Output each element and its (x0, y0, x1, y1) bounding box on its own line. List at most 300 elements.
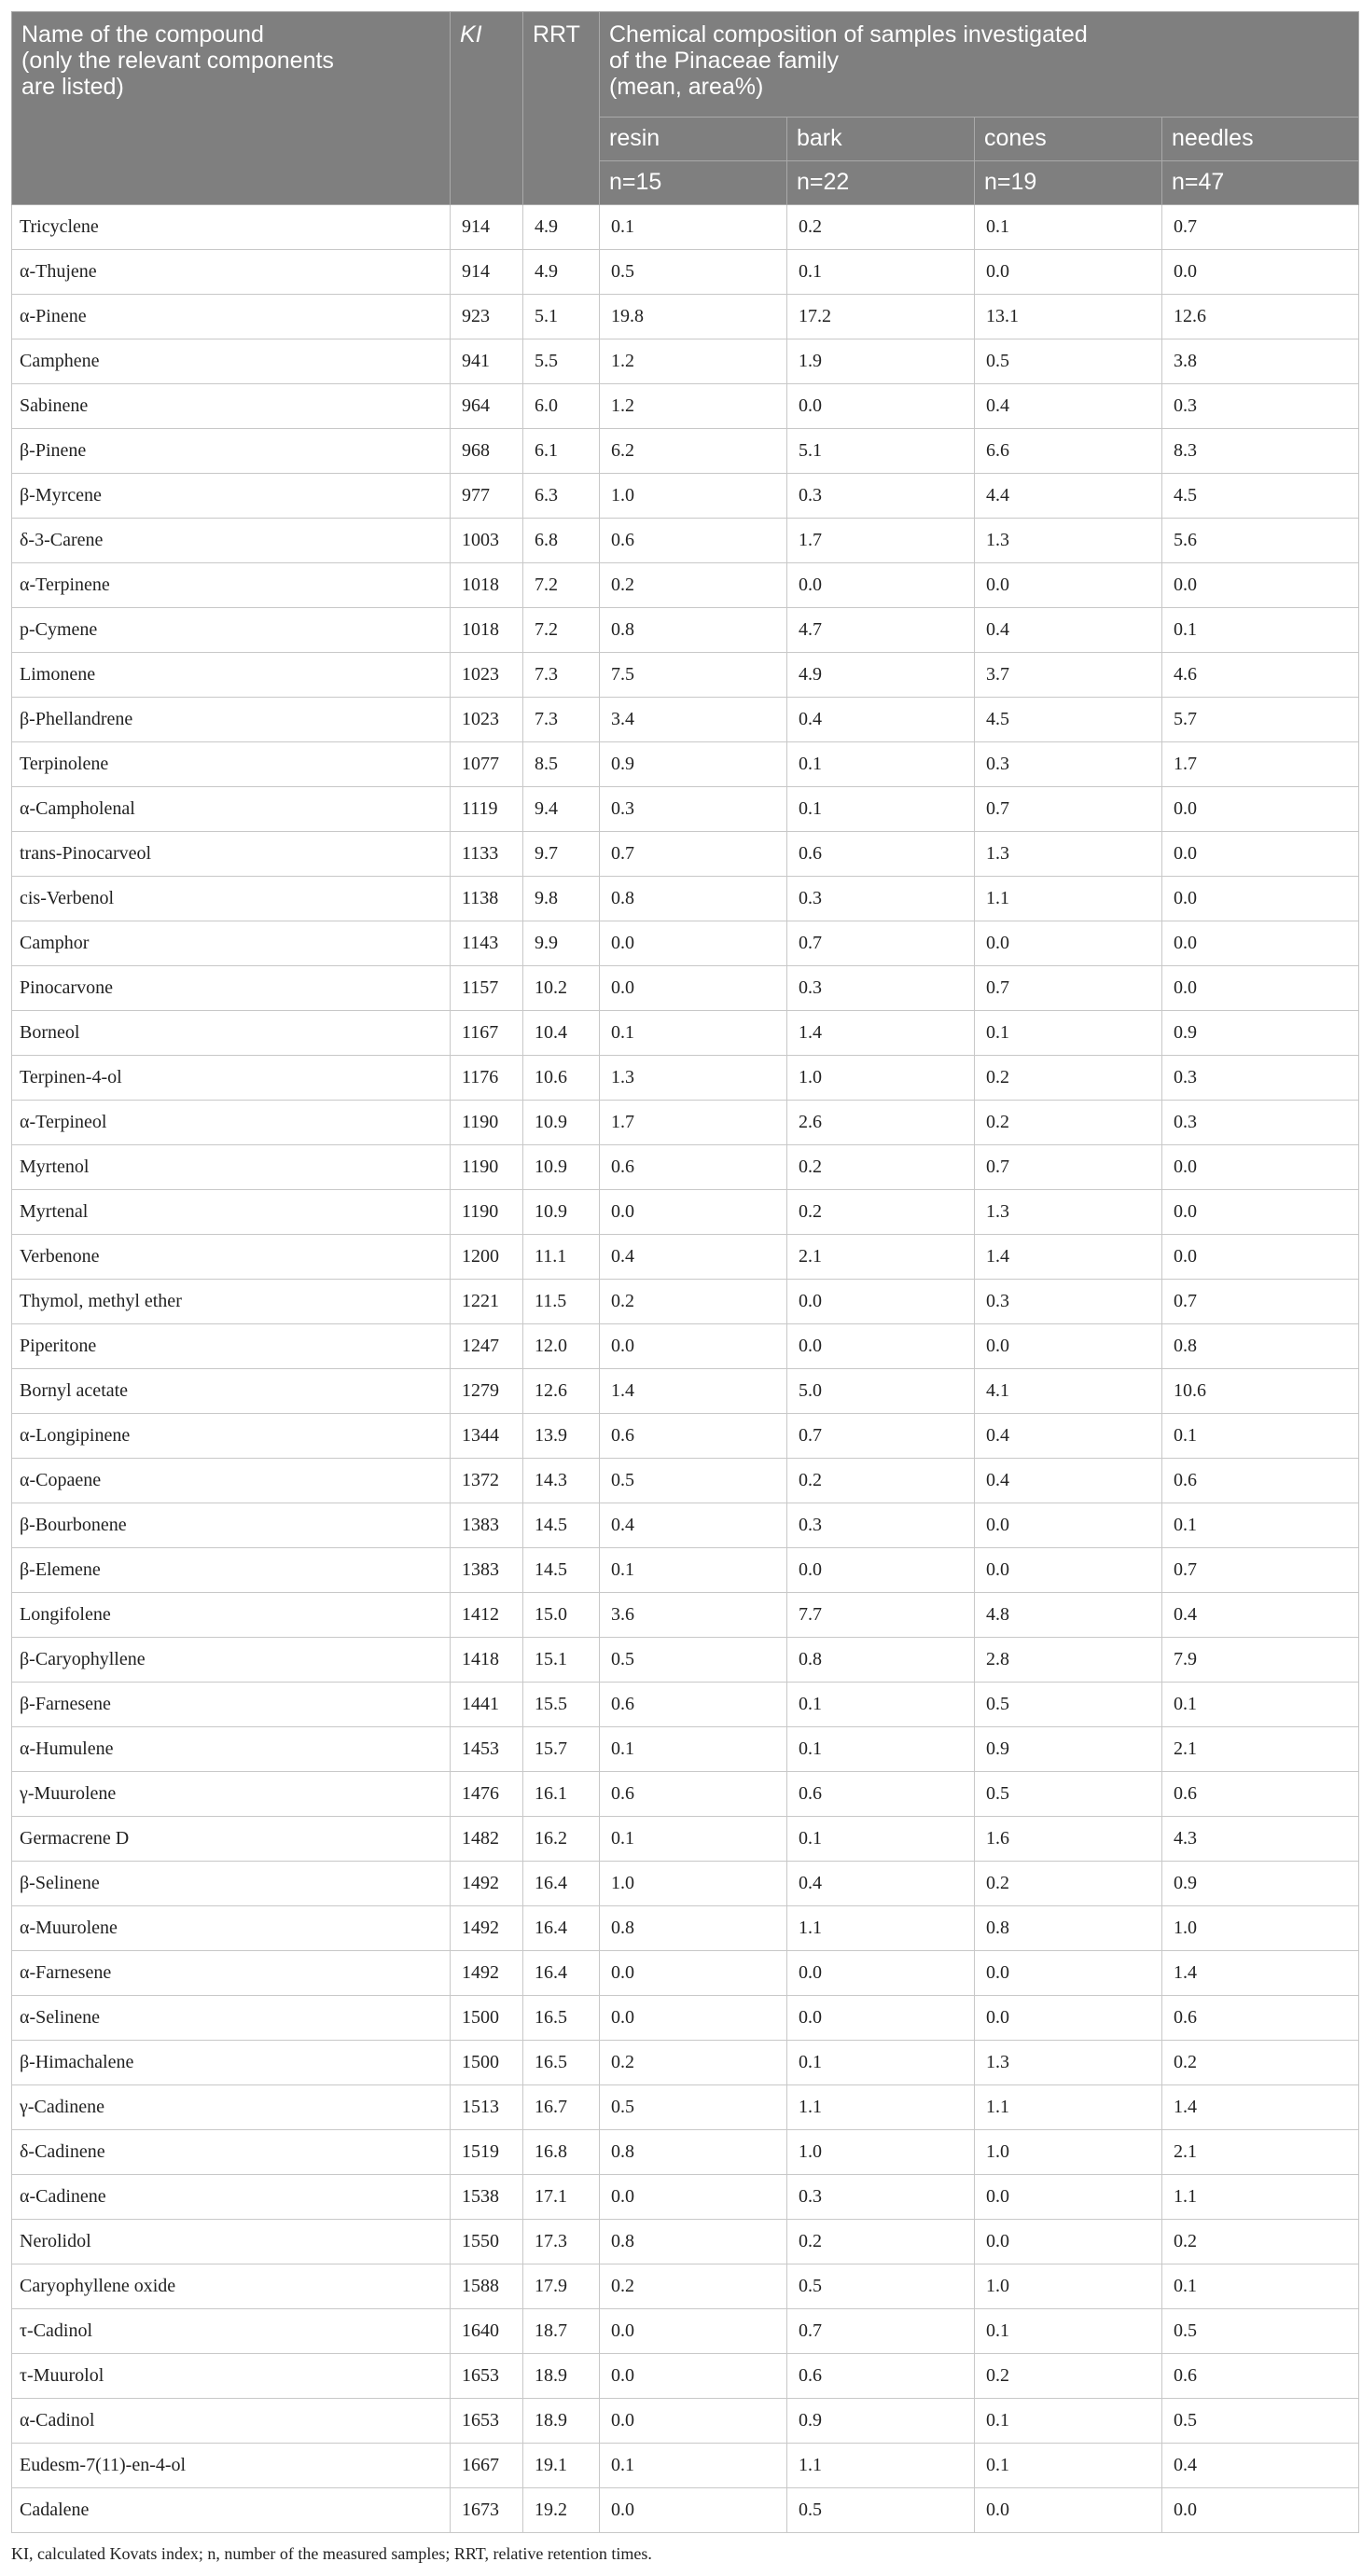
table-row (12, 2130, 1359, 2175)
ki-value: 1247 (451, 1324, 523, 1369)
ki-value: 1482 (451, 1817, 523, 1862)
resin-value: 0.0 (600, 1951, 787, 1996)
cones-value: 0.4 (975, 384, 1162, 429)
rrt-value: 19.2 (523, 2488, 600, 2533)
cones-value: 1.0 (975, 2264, 1162, 2309)
table-row (12, 563, 1359, 608)
ki-value: 1492 (451, 1862, 523, 1906)
cones-value: 0.4 (975, 608, 1162, 653)
bark-value: 0.2 (787, 205, 975, 250)
rrt-value: 10.2 (523, 966, 600, 1011)
cones-value: 13.1 (975, 295, 1162, 339)
resin-value: 0.0 (600, 2354, 787, 2399)
ki-value: 968 (451, 429, 523, 474)
cones-value: 0.9 (975, 1727, 1162, 1772)
needles-value: 0.0 (1162, 563, 1359, 608)
compound-name: Thymol, methyl ether (12, 1280, 451, 1324)
compound-name: α-Cadinene (12, 2175, 451, 2220)
needles-value: 0.6 (1162, 1772, 1359, 1817)
resin-value: 0.6 (600, 1414, 787, 1459)
compound-name: γ-Muurolene (12, 1772, 451, 1817)
needles-value: 0.3 (1162, 1056, 1359, 1101)
table-row (12, 519, 1359, 563)
needles-value: 0.1 (1162, 1683, 1359, 1727)
cones-value: 0.3 (975, 1280, 1162, 1324)
table-row (12, 339, 1359, 384)
needles-value: 0.2 (1162, 2220, 1359, 2264)
resin-value: 1.0 (600, 1862, 787, 1906)
ki-value: 1538 (451, 2175, 523, 2220)
cones-value: 0.0 (975, 250, 1162, 295)
cones-value: 0.7 (975, 1145, 1162, 1190)
rrt-value: 15.7 (523, 1727, 600, 1772)
ki-value: 1418 (451, 1638, 523, 1683)
bark-value: 4.9 (787, 653, 975, 698)
bark-value: 0.6 (787, 832, 975, 877)
table-row (12, 250, 1359, 295)
needles-value: 0.0 (1162, 250, 1359, 295)
needles-value: 4.5 (1162, 474, 1359, 519)
rrt-value: 12.6 (523, 1369, 600, 1414)
rrt-value: 8.5 (523, 742, 600, 787)
cones-value: 0.0 (975, 563, 1162, 608)
cones-value: 0.1 (975, 1011, 1162, 1056)
compound-name: δ-3-Carene (12, 519, 451, 563)
needles-value: 0.6 (1162, 1996, 1359, 2041)
compound-name: β-Caryophyllene (12, 1638, 451, 1683)
compound-name: Longifolene (12, 1593, 451, 1638)
header-composition: Chemical composition of samples investigated of the Pinaceae family (mean, area%) (600, 12, 1359, 118)
rrt-value: 10.4 (523, 1011, 600, 1056)
resin-value: 0.1 (600, 1011, 787, 1056)
rrt-value: 11.1 (523, 1235, 600, 1280)
bark-value: 2.1 (787, 1235, 975, 1280)
rrt-value: 7.2 (523, 563, 600, 608)
table-row (12, 1011, 1359, 1056)
ki-value: 977 (451, 474, 523, 519)
ki-value: 1673 (451, 2488, 523, 2533)
resin-value: 0.0 (600, 921, 787, 966)
bark-value: 0.7 (787, 1414, 975, 1459)
resin-value: 1.3 (600, 1056, 787, 1101)
needles-value: 0.0 (1162, 877, 1359, 921)
rrt-value: 18.7 (523, 2309, 600, 2354)
resin-value: 0.2 (600, 1280, 787, 1324)
resin-value: 0.0 (600, 1190, 787, 1235)
ki-value: 1372 (451, 1459, 523, 1503)
cones-value: 0.1 (975, 2309, 1162, 2354)
ki-value: 1143 (451, 921, 523, 966)
ki-value: 1119 (451, 787, 523, 832)
cones-value: 0.2 (975, 2354, 1162, 2399)
cones-value: 1.1 (975, 877, 1162, 921)
needles-value: 0.5 (1162, 2309, 1359, 2354)
compound-name: α-Longipinene (12, 1414, 451, 1459)
cones-value: 0.2 (975, 1101, 1162, 1145)
compound-name: Eudesm-7(11)-en-4-ol (12, 2444, 451, 2488)
compound-name: β-Myrcene (12, 474, 451, 519)
ki-value: 1476 (451, 1772, 523, 1817)
ki-value: 1077 (451, 742, 523, 787)
rrt-value: 14.3 (523, 1459, 600, 1503)
header-sample-needles: needles (1162, 118, 1359, 161)
bark-value: 2.6 (787, 1101, 975, 1145)
bark-value: 0.1 (787, 1727, 975, 1772)
resin-value: 0.3 (600, 787, 787, 832)
table-row (12, 1414, 1359, 1459)
rrt-value: 16.2 (523, 1817, 600, 1862)
compound-name: Myrtenal (12, 1190, 451, 1235)
ki-value: 1412 (451, 1593, 523, 1638)
cones-value: 1.1 (975, 2085, 1162, 2130)
table-row (12, 1817, 1359, 1862)
bark-value: 0.1 (787, 742, 975, 787)
compound-name: α-Terpineol (12, 1101, 451, 1145)
needles-value: 0.0 (1162, 787, 1359, 832)
rrt-value: 6.1 (523, 429, 600, 474)
compound-name: cis-Verbenol (12, 877, 451, 921)
rrt-value: 18.9 (523, 2399, 600, 2444)
table-row (12, 2354, 1359, 2399)
cones-value: 0.0 (975, 1951, 1162, 1996)
needles-value: 4.3 (1162, 1817, 1359, 1862)
needles-value: 0.6 (1162, 1459, 1359, 1503)
compound-name: Limonene (12, 653, 451, 698)
cones-value: 4.1 (975, 1369, 1162, 1414)
resin-value: 0.6 (600, 1683, 787, 1727)
needles-value: 3.8 (1162, 339, 1359, 384)
resin-value: 0.0 (600, 2399, 787, 2444)
table-row (12, 1503, 1359, 1548)
bark-value: 0.1 (787, 1683, 975, 1727)
ki-value: 1003 (451, 519, 523, 563)
bark-value: 0.6 (787, 2354, 975, 2399)
compound-name: Nerolidol (12, 2220, 451, 2264)
table-row (12, 1996, 1359, 2041)
needles-value: 0.1 (1162, 1503, 1359, 1548)
compound-name: Tricyclene (12, 205, 451, 250)
table-row (12, 1369, 1359, 1414)
resin-value: 0.8 (600, 1906, 787, 1951)
rrt-value: 17.9 (523, 2264, 600, 2309)
ki-value: 1653 (451, 2399, 523, 2444)
rrt-value: 9.8 (523, 877, 600, 921)
compound-name: β-Pinene (12, 429, 451, 474)
resin-value: 0.0 (600, 2175, 787, 2220)
rrt-value: 9.4 (523, 787, 600, 832)
compound-name: β-Bourbonene (12, 1503, 451, 1548)
compound-name: Cadalene (12, 2488, 451, 2533)
header-ki: KI (451, 12, 523, 205)
compound-name: τ-Muurolol (12, 2354, 451, 2399)
cones-value: 0.0 (975, 1503, 1162, 1548)
resin-value: 0.6 (600, 1772, 787, 1817)
needles-value: 2.1 (1162, 1727, 1359, 1772)
cones-value: 2.8 (975, 1638, 1162, 1683)
compound-name: Piperitone (12, 1324, 451, 1369)
ki-value: 1133 (451, 832, 523, 877)
table-row (12, 205, 1359, 250)
needles-value: 10.6 (1162, 1369, 1359, 1414)
bark-value: 0.2 (787, 1459, 975, 1503)
resin-value: 1.7 (600, 1101, 787, 1145)
cones-value: 6.6 (975, 429, 1162, 474)
ki-value: 1190 (451, 1101, 523, 1145)
rrt-value: 16.5 (523, 2041, 600, 2085)
bark-value: 0.2 (787, 1145, 975, 1190)
resin-value: 0.5 (600, 1459, 787, 1503)
bark-value: 0.0 (787, 1951, 975, 1996)
needles-value: 0.1 (1162, 1414, 1359, 1459)
compound-name: α-Muurolene (12, 1906, 451, 1951)
table-row (12, 2175, 1359, 2220)
needles-value: 0.0 (1162, 2488, 1359, 2533)
ki-value: 1653 (451, 2354, 523, 2399)
needles-value: 5.7 (1162, 698, 1359, 742)
needles-value: 0.0 (1162, 921, 1359, 966)
cones-value: 4.4 (975, 474, 1162, 519)
rrt-value: 7.2 (523, 608, 600, 653)
cones-value: 0.5 (975, 339, 1162, 384)
ki-value: 1138 (451, 877, 523, 921)
table-row (12, 1324, 1359, 1369)
compound-name: trans-Pinocarveol (12, 832, 451, 877)
bark-value: 0.3 (787, 877, 975, 921)
needles-value: 8.3 (1162, 429, 1359, 474)
compound-name: α-Campholenal (12, 787, 451, 832)
cones-value: 0.5 (975, 1772, 1162, 1817)
rrt-value: 7.3 (523, 653, 600, 698)
table-row (12, 1906, 1359, 1951)
rrt-value: 19.1 (523, 2444, 600, 2488)
ki-value: 964 (451, 384, 523, 429)
resin-value: 6.2 (600, 429, 787, 474)
bark-value: 5.0 (787, 1369, 975, 1414)
ki-value: 1550 (451, 2220, 523, 2264)
bark-value: 1.0 (787, 2130, 975, 2175)
needles-value: 0.8 (1162, 1324, 1359, 1369)
cones-value: 0.8 (975, 1906, 1162, 1951)
ki-value: 1157 (451, 966, 523, 1011)
compound-name: Camphene (12, 339, 451, 384)
needles-value: 1.1 (1162, 2175, 1359, 2220)
table-row (12, 1548, 1359, 1593)
cones-value: 0.0 (975, 1996, 1162, 2041)
resin-value: 19.8 (600, 295, 787, 339)
cones-value: 0.4 (975, 1459, 1162, 1503)
resin-value: 0.0 (600, 966, 787, 1011)
table-row (12, 608, 1359, 653)
compound-name: δ-Cadinene (12, 2130, 451, 2175)
table-row (12, 832, 1359, 877)
resin-value: 0.0 (600, 1996, 787, 2041)
rrt-value: 4.9 (523, 250, 600, 295)
header-sample-cones: cones (975, 118, 1162, 161)
table-row (12, 2399, 1359, 2444)
rrt-value: 17.1 (523, 2175, 600, 2220)
ki-value: 1344 (451, 1414, 523, 1459)
rrt-value: 15.5 (523, 1683, 600, 1727)
bark-value: 0.0 (787, 1280, 975, 1324)
ki-value: 1453 (451, 1727, 523, 1772)
table-row (12, 653, 1359, 698)
table-footnote: KI, calculated Kovats index; n, number of the measured samples; RRT, relative retention times. (11, 2544, 652, 2563)
cones-value: 0.5 (975, 1683, 1162, 1727)
cones-value: 1.6 (975, 1817, 1162, 1862)
ki-value: 1190 (451, 1145, 523, 1190)
table-row (12, 295, 1359, 339)
compound-name: α-Selinene (12, 1996, 451, 2041)
bark-value: 0.3 (787, 1503, 975, 1548)
rrt-value: 15.1 (523, 1638, 600, 1683)
bark-value: 0.0 (787, 1996, 975, 2041)
cones-value: 0.2 (975, 1862, 1162, 1906)
bark-value: 0.2 (787, 2220, 975, 2264)
needles-value: 0.9 (1162, 1011, 1359, 1056)
table-row (12, 1459, 1359, 1503)
header-count-needles: n=47 (1162, 161, 1359, 205)
compound-name: α-Terpinene (12, 563, 451, 608)
bark-value: 1.7 (787, 519, 975, 563)
ki-value: 1588 (451, 2264, 523, 2309)
compound-name: τ-Cadinol (12, 2309, 451, 2354)
cones-value: 1.3 (975, 1190, 1162, 1235)
table-row (12, 1280, 1359, 1324)
ki-value: 1383 (451, 1548, 523, 1593)
table-row (12, 1145, 1359, 1190)
table-row (12, 384, 1359, 429)
rrt-value: 6.8 (523, 519, 600, 563)
ki-value: 1513 (451, 2085, 523, 2130)
compound-name: α-Pinene (12, 295, 451, 339)
bark-value: 0.0 (787, 384, 975, 429)
resin-value: 0.6 (600, 1145, 787, 1190)
bark-value: 0.5 (787, 2264, 975, 2309)
rrt-value: 14.5 (523, 1548, 600, 1593)
compound-name: β-Phellandrene (12, 698, 451, 742)
bark-value: 1.9 (787, 339, 975, 384)
bark-value: 1.1 (787, 1906, 975, 1951)
compound-name: β-Himachalene (12, 2041, 451, 2085)
cones-value: 1.0 (975, 2130, 1162, 2175)
table-row (12, 1951, 1359, 1996)
needles-value: 0.1 (1162, 2264, 1359, 2309)
ki-value: 1383 (451, 1503, 523, 1548)
compound-name: α-Farnesene (12, 1951, 451, 1996)
cones-value: 1.4 (975, 1235, 1162, 1280)
cones-value: 1.3 (975, 832, 1162, 877)
cones-value: 3.7 (975, 653, 1162, 698)
bark-value: 0.1 (787, 1817, 975, 1862)
table-row (12, 1101, 1359, 1145)
cones-value: 0.3 (975, 742, 1162, 787)
resin-value: 1.0 (600, 474, 787, 519)
table-body (12, 205, 1359, 2533)
bark-value: 5.1 (787, 429, 975, 474)
rrt-value: 16.1 (523, 1772, 600, 1817)
table-row (12, 966, 1359, 1011)
cones-value: 4.5 (975, 698, 1162, 742)
rrt-value: 9.7 (523, 832, 600, 877)
bark-value: 7.7 (787, 1593, 975, 1638)
compound-name: γ-Cadinene (12, 2085, 451, 2130)
bark-value: 4.7 (787, 608, 975, 653)
resin-value: 0.8 (600, 877, 787, 921)
bark-value: 0.0 (787, 1324, 975, 1369)
bark-value: 0.5 (787, 2488, 975, 2533)
needles-value: 0.7 (1162, 1280, 1359, 1324)
bark-value: 0.7 (787, 921, 975, 966)
rrt-value: 15.0 (523, 1593, 600, 1638)
table-row (12, 698, 1359, 742)
ki-value: 1441 (451, 1683, 523, 1727)
ki-value: 1176 (451, 1056, 523, 1101)
needles-value: 0.5 (1162, 2399, 1359, 2444)
cones-value: 4.8 (975, 1593, 1162, 1638)
header-count-resin: n=15 (600, 161, 787, 205)
cones-value: 0.1 (975, 205, 1162, 250)
rrt-value: 9.9 (523, 921, 600, 966)
rrt-value: 16.7 (523, 2085, 600, 2130)
resin-value: 0.5 (600, 2085, 787, 2130)
resin-value: 0.1 (600, 1817, 787, 1862)
cones-value: 0.1 (975, 2444, 1162, 2488)
needles-value: 0.0 (1162, 1235, 1359, 1280)
cones-value: 0.0 (975, 921, 1162, 966)
resin-value: 0.5 (600, 1638, 787, 1683)
resin-value: 0.8 (600, 2220, 787, 2264)
resin-value: 0.6 (600, 519, 787, 563)
ki-value: 1492 (451, 1906, 523, 1951)
header-compound: Name of the compound (only the relevant components are listed) (12, 12, 451, 205)
compound-name: α-Cadinol (12, 2399, 451, 2444)
table-row (12, 2041, 1359, 2085)
bark-value: 1.0 (787, 1056, 975, 1101)
ki-value: 1519 (451, 2130, 523, 2175)
needles-value: 0.9 (1162, 1862, 1359, 1906)
compound-name: Myrtenol (12, 1145, 451, 1190)
compound-name: β-Farnesene (12, 1683, 451, 1727)
bark-value: 17.2 (787, 295, 975, 339)
ki-value: 914 (451, 250, 523, 295)
table-row (12, 1862, 1359, 1906)
resin-value: 0.1 (600, 1548, 787, 1593)
needles-value: 12.6 (1162, 295, 1359, 339)
needles-value: 1.4 (1162, 2085, 1359, 2130)
bark-value: 0.4 (787, 1862, 975, 1906)
needles-value: 0.1 (1162, 608, 1359, 653)
rrt-value: 13.9 (523, 1414, 600, 1459)
table-row (12, 2488, 1359, 2533)
bark-value: 0.1 (787, 2041, 975, 2085)
table-row (12, 2220, 1359, 2264)
needles-value: 0.2 (1162, 2041, 1359, 2085)
bark-value: 0.9 (787, 2399, 975, 2444)
needles-value: 0.4 (1162, 2444, 1359, 2488)
table-row (12, 877, 1359, 921)
table-row (12, 921, 1359, 966)
rrt-value: 10.9 (523, 1190, 600, 1235)
bark-value: 0.7 (787, 2309, 975, 2354)
table-row (12, 1235, 1359, 1280)
bark-value: 1.1 (787, 2085, 975, 2130)
cones-value: 0.7 (975, 787, 1162, 832)
needles-value: 1.4 (1162, 1951, 1359, 1996)
resin-value: 0.8 (600, 2130, 787, 2175)
ki-value: 1190 (451, 1190, 523, 1235)
table-row (12, 787, 1359, 832)
table-row (12, 1056, 1359, 1101)
